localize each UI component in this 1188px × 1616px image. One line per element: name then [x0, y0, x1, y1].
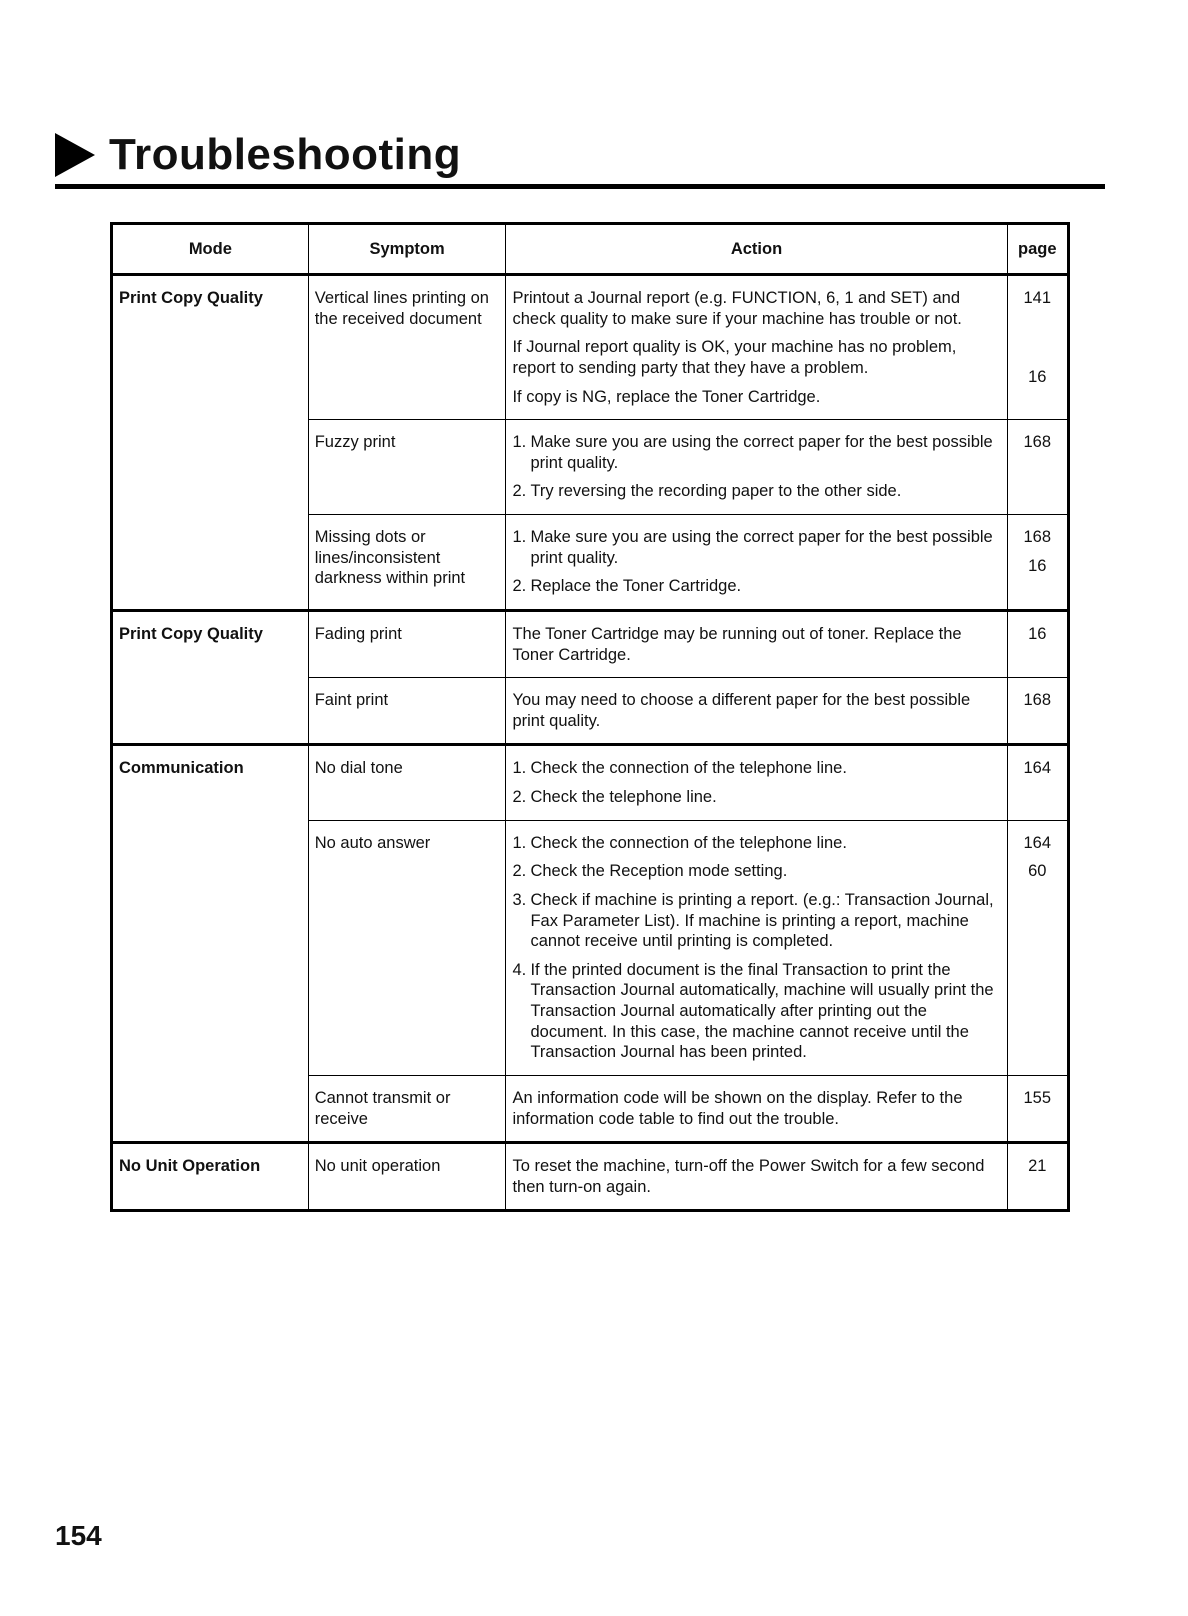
- action-item: 4. If the printed document is the final Transaction to print the Transaction Journal automatically, machine will usually print the Transaction Journal automatically after printing out the document. In this case, the machine cannot receive until the Transaction Journal has been printed.: [512, 960, 994, 1062]
- action-cell: [506, 820, 1007, 1075]
- symptom-cell: Fuzzy print: [308, 420, 506, 515]
- symptom-cell: Cannot transmit or receive: [308, 1075, 506, 1142]
- action-item: 2. Check the telephone line.: [512, 788, 717, 806]
- page-cell: [1007, 420, 1069, 515]
- title-rule: [55, 184, 1105, 189]
- page-header: [55, 130, 1105, 189]
- page-cell: 155: [1007, 1075, 1069, 1142]
- column-header-page: page: [1007, 224, 1069, 275]
- action-item: 1. Check the connection of the telephone line.: [512, 833, 847, 852]
- action-item: 2. Check the Reception mode setting.: [512, 862, 788, 881]
- mode-cell: Print Copy Quality: [112, 610, 309, 745]
- arrow-icon: [55, 133, 95, 177]
- mode-cell: No Unit Operation: [112, 1143, 309, 1211]
- page-ref: 164: [1023, 759, 1052, 778]
- table-header-row: [112, 224, 1069, 275]
- action-cell: [506, 275, 1007, 420]
- page-cell: 168: [1007, 678, 1069, 745]
- page-ref: 60: [1028, 862, 1047, 881]
- page-ref: 168: [1023, 433, 1052, 452]
- page-cell: [1007, 820, 1069, 1075]
- action-cell: The Toner Cartridge may be running out of toner. Replace the Toner Cartridge.: [506, 610, 1007, 677]
- table-row: [112, 1143, 1069, 1211]
- action-item: 1. Check the connection of the telephone line.: [512, 759, 847, 778]
- action-text: If copy is NG, replace the Toner Cartridge.: [512, 387, 821, 406]
- page-cell: [1007, 515, 1069, 611]
- symptom-cell: No dial tone: [308, 745, 506, 820]
- symptom-cell: No unit operation: [308, 1143, 506, 1211]
- action-cell: [506, 420, 1007, 515]
- column-header-mode: Mode: [112, 224, 309, 275]
- action-cell: An information code will be shown on the display. Refer to the information code table to find out the trouble.: [506, 1075, 1007, 1142]
- mode-cell: Communication: [112, 745, 309, 1143]
- page-ref: 168: [1023, 528, 1052, 546]
- mode-cell: Print Copy Quality: [112, 275, 309, 611]
- page-ref: 141: [1023, 289, 1052, 307]
- page-cell: [1007, 275, 1069, 420]
- page-ref: 164: [1023, 833, 1052, 852]
- page-title: Troubleshooting: [109, 130, 462, 179]
- table-row: [112, 275, 1069, 420]
- symptom-cell: Vertical lines printing on the received document: [308, 275, 506, 420]
- table-row: [112, 745, 1069, 820]
- page-cell: 21: [1007, 1143, 1069, 1211]
- action-item: 2. Replace the Toner Cartridge.: [512, 577, 742, 596]
- action-item: 3. Check if machine is printing a report. (e.g.: Transaction Journal, Fax Parameter List). If machine is printing a report, machine cannot receive until printing is completed.: [512, 890, 994, 951]
- action-item: 1. Make sure you are using the correct paper for the best possible print quality.: [512, 433, 993, 472]
- page-cell: 16: [1007, 610, 1069, 677]
- action-cell: [506, 515, 1007, 611]
- action-text: If Journal report quality is OK, your machine has no problem, report to sending party that they have a problem.: [512, 338, 957, 377]
- page-cell: [1007, 745, 1069, 820]
- action-text: Printout a Journal report (e.g. FUNCTION, 6, 1 and SET) and check quality to make sure if your machine has trouble or not.: [512, 289, 962, 328]
- column-header-action: Action: [506, 224, 1007, 275]
- troubleshooting-table: [110, 222, 1070, 1212]
- action-item: 1. Make sure you are using the correct paper for the best possible print quality.: [512, 528, 993, 567]
- column-header-symptom: Symptom: [308, 224, 506, 275]
- action-cell: To reset the machine, turn-off the Power Switch for a few second then turn-on again.: [506, 1143, 1007, 1211]
- action-cell: [506, 745, 1007, 820]
- symptom-cell: No auto answer: [308, 820, 506, 1075]
- symptom-cell: Missing dots or lines/inconsistent darkness within print: [308, 515, 506, 611]
- page-ref: 16: [1028, 556, 1047, 575]
- page-ref: 16: [1028, 367, 1047, 386]
- page-number: 154: [55, 1520, 102, 1551]
- action-item: 2. Try reversing the recording paper to the other side.: [512, 482, 902, 501]
- table-row: [112, 610, 1069, 677]
- symptom-cell: Fading print: [308, 610, 506, 677]
- symptom-cell: Faint print: [308, 678, 506, 745]
- action-cell: You may need to choose a different paper for the best possible print quality.: [506, 678, 1007, 745]
